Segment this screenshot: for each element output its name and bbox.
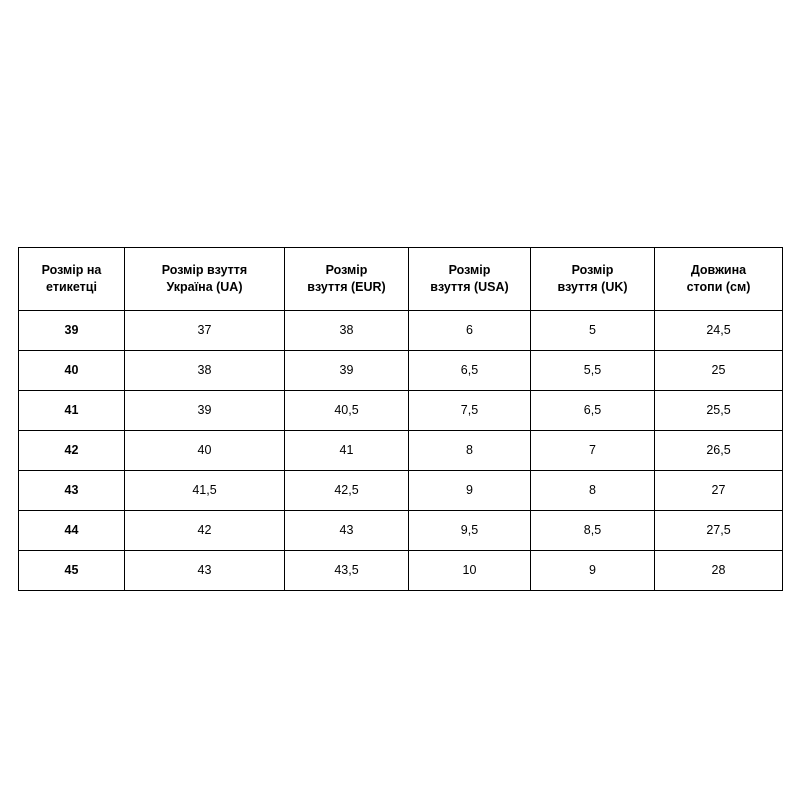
cell-foot-length: 26,5	[655, 431, 783, 471]
cell-label-size: 40	[19, 351, 125, 391]
header-line-1: Розмір	[571, 263, 614, 278]
header-line-1: Розмір	[448, 263, 491, 278]
header-line-1: Розмір на	[41, 263, 102, 278]
cell-label-size: 44	[19, 511, 125, 551]
cell-foot-length: 28	[655, 551, 783, 591]
table-row	[19, 551, 783, 591]
cell-foot-length: 27,5	[655, 511, 783, 551]
cell-usa-size: 7,5	[409, 391, 531, 431]
header-line-2: етикетці	[46, 280, 97, 294]
cell-ua-size: 43	[125, 551, 285, 591]
table-row	[19, 471, 783, 511]
header-line-1: Розмір взуття	[161, 263, 248, 278]
cell-uk-size: 7	[531, 431, 655, 471]
header-line-2: Україна (UA)	[166, 280, 243, 294]
cell-eur-size: 41	[285, 431, 409, 471]
table-header-row	[19, 248, 783, 311]
cell-usa-size: 10	[409, 551, 531, 591]
cell-usa-size: 9	[409, 471, 531, 511]
column-header-label-size	[19, 248, 125, 311]
cell-eur-size: 43	[285, 511, 409, 551]
cell-ua-size: 40	[125, 431, 285, 471]
cell-uk-size: 8	[531, 471, 655, 511]
table-row	[19, 351, 783, 391]
column-header-ua-size	[125, 248, 285, 311]
table-row	[19, 511, 783, 551]
header-line-1: Довжина	[690, 263, 747, 278]
cell-ua-size: 37	[125, 311, 285, 351]
header-line-1: Розмір	[325, 263, 368, 278]
shoe-size-table	[18, 247, 783, 591]
cell-eur-size: 40,5	[285, 391, 409, 431]
column-header-foot-length	[655, 248, 783, 311]
cell-ua-size: 42	[125, 511, 285, 551]
table-row	[19, 311, 783, 351]
header-line-2: стопи (см)	[686, 280, 751, 294]
header-line-2: взуття (UK)	[557, 280, 628, 294]
column-header-usa-size	[409, 248, 531, 311]
table-row	[19, 431, 783, 471]
header-line-2: взуття (USA)	[430, 280, 509, 294]
cell-foot-length: 27	[655, 471, 783, 511]
size-chart-container	[18, 247, 782, 591]
cell-eur-size: 39	[285, 351, 409, 391]
cell-label-size: 42	[19, 431, 125, 471]
cell-label-size: 39	[19, 311, 125, 351]
cell-uk-size: 5,5	[531, 351, 655, 391]
cell-foot-length: 24,5	[655, 311, 783, 351]
cell-eur-size: 43,5	[285, 551, 409, 591]
cell-foot-length: 25	[655, 351, 783, 391]
table-body	[19, 311, 783, 591]
table-header	[19, 248, 783, 311]
cell-uk-size: 6,5	[531, 391, 655, 431]
cell-ua-size: 39	[125, 391, 285, 431]
cell-usa-size: 8	[409, 431, 531, 471]
cell-foot-length: 25,5	[655, 391, 783, 431]
header-line-2: взуття (EUR)	[307, 280, 386, 294]
column-header-uk-size	[531, 248, 655, 311]
cell-usa-size: 9,5	[409, 511, 531, 551]
cell-label-size: 45	[19, 551, 125, 591]
cell-uk-size: 9	[531, 551, 655, 591]
table-row	[19, 391, 783, 431]
cell-uk-size: 5	[531, 311, 655, 351]
cell-ua-size: 38	[125, 351, 285, 391]
column-header-eur-size	[285, 248, 409, 311]
cell-label-size: 43	[19, 471, 125, 511]
cell-eur-size: 42,5	[285, 471, 409, 511]
cell-uk-size: 8,5	[531, 511, 655, 551]
cell-eur-size: 38	[285, 311, 409, 351]
cell-ua-size: 41,5	[125, 471, 285, 511]
cell-usa-size: 6	[409, 311, 531, 351]
cell-usa-size: 6,5	[409, 351, 531, 391]
cell-label-size: 41	[19, 391, 125, 431]
